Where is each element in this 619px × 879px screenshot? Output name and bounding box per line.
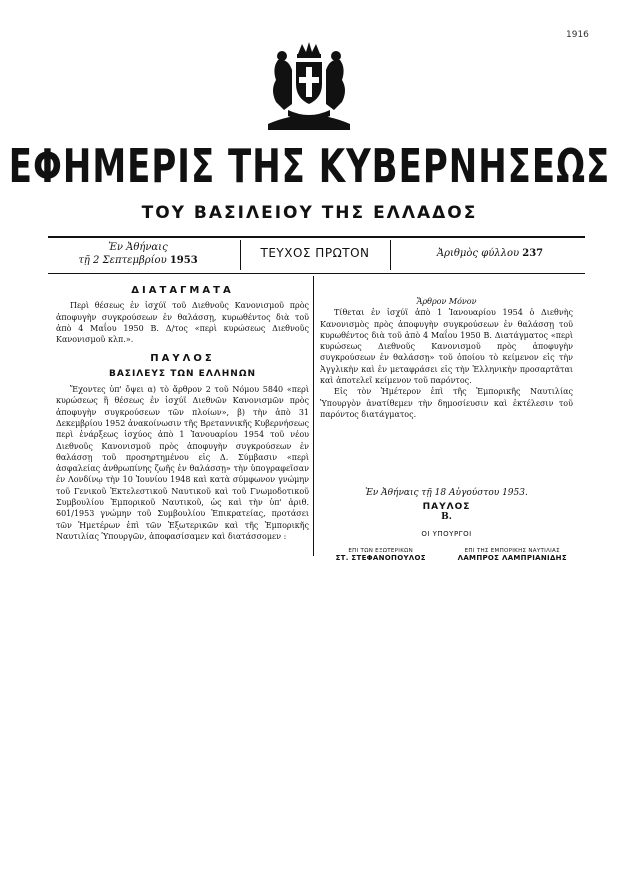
closing-text: Εἰς τὸν Ἡμέτερον ἐπὶ τῆς Ἐμπορικῆς Ναυτιλίας Ὑπουργὸν ἀνατίθεμεν τὴν δημοσίευσιν καὶ ἐκτέλεσιν τοῦ παρόντος διατάγματος. xyxy=(320,387,573,419)
ministers-label: ΟΙ ΥΠΟΥΡΓΟΙ xyxy=(421,530,472,538)
issue-place: Ἐν Ἀθήναις xyxy=(108,242,168,253)
right-column xyxy=(320,276,573,420)
minister-2-role: ΕΠΙ ΤΗΣ ΕΜΠΟΡΙΚΗΣ ΝΑΥΤΙΛΙΑΣ xyxy=(464,548,560,554)
column-divider xyxy=(313,276,314,556)
masthead-subtitle: ΤΟΥ ΒΑΣΙΛΕΙΟΥ ΤΗΣ ΕΛΛΑΔΟΣ xyxy=(141,203,478,223)
section-heading: ΔΙΑΤΑΓΜΑΤΑ xyxy=(131,285,234,296)
sheet-number: 237 xyxy=(522,248,544,259)
minister-1 xyxy=(320,548,441,562)
sheet-label: Ἀριθμὸς φύλλου xyxy=(436,248,520,259)
decree-body-left: Ἔχοντες ὑπ' ὄψει α) τὸ ἄρθρον 2 τοῦ Νόμου 5840 «περὶ κυρώσεως ἢ θέσεως ἐν ἰσχύϊ Διεθνῶν Κανονισμῶν πρὸς ἀποφυγὴν συγκρούσεων τῶν πλοίων», β) τὴν ἀπὸ 31 Δεκεμβρίου 1952 ἀνακοίνωσιν τῆς Βρεταννικῆς Κυβερνήσεως περὶ ἐνάρξεως ἰσχύος ἀπὸ 1 Ἰανουαρίου 1954 τοῦ νέου Διεθνοῦς Κανονισμοῦ πρὸς ἀποφυγὴν συγκρούσεων ἐν θαλάσσῃ τοῦ προσηρτημένου εἰς Δ. Σύμβασιν «περὶ ἀσφαλείας ἀνθρωπίνης ζωῆς ἐν θαλάσσῃ» τὴν ὑπογραφεῖσαν ἐν Λονδίνῳ τὴν 10 Ἰουνίου 1948 καὶ κατὰ σύμφωνον γνώμην τοῦ Γενικοῦ Ἐκτελεστικοῦ Ναυτικοῦ καὶ τοῦ Γνωμοδοτικοῦ Συμβουλίου Ἐμπορικοῦ Ναυτικοῦ, ὡς καὶ τὴν ὑπ' ἀριθ. 601/1953 γνώμην τοῦ Συμβουλίου Ἐπικρατείας, προτάσει τῶν Ἡμετέρων ἐπὶ τῶν Ἐξωτερικῶν καὶ τῆς Ἐμπορικῆς Ναυτιλίας Ὑπουργῶν, ἀποφασίσαμεν καὶ διατάσσομεν : xyxy=(56,385,309,541)
header-top-rule xyxy=(48,236,585,238)
header-bottom-rule xyxy=(48,273,585,274)
issue-date xyxy=(48,254,228,267)
minister-2 xyxy=(452,548,573,562)
issue-year: 1953 xyxy=(169,255,198,266)
article-heading: Ἄρθρον Μόνον xyxy=(416,297,477,306)
sheet-number-block xyxy=(395,248,585,259)
decree-title: Περὶ θέσεως ἐν ἰσχύϊ τοῦ Διεθνοῦς Κανονισμοῦ πρὸς ἀποφυγὴν συγκρούσεων ἐν θαλάσσῃ, κυρωθέντος διὰ τοῦ ἀπὸ 4 Μαΐου 1950 Β. Δ/τος «περὶ κυρώσεως Διεθνοῦς Κανονισμοῦ κλπ.». xyxy=(56,301,309,345)
signature-king: ΠΑΥΛΟΣ xyxy=(422,502,471,512)
article-text: Τίθεται ἐν ἰσχύϊ ἀπὸ 1 Ἰανουαρίου 1954 ὁ Διεθνὴς Κανονισμὸς πρὸς ἀποφυγὴν συγκρούσεων ἐν θαλάσσῃ τοῦ κυρωθέντος διὰ τοῦ ἀπὸ 4 Μαΐου 1950 Β. Διατάγματος «περὶ κυρώσεως Διεθνοῦς Κανονισμοῦ πρὸς ἀποφυγὴν συγκρούσεων ἐν θαλάσσῃ» τοῦ ὁποίου τὸ κείμενον εἰς τὴν Ἀγγλικὴν καὶ ἐν μεταφράσει εἰς τὴν Ἑλληνικὴν προσαρτᾶται καὶ ἀποτελεῖ κείμενον τοῦ παρόντος. xyxy=(320,308,573,386)
minister-1-name: ΣΤ. ΣΤΕΦΑΝΟΠΟΥΛΟΣ xyxy=(335,554,426,562)
masthead-title: ΕΦΗΜΕΡΙΣ ΤΗΣ ΚΥΒΕΡΝΗΣΕΩΣ xyxy=(8,140,611,194)
page-number: 1916 xyxy=(566,30,589,40)
king-title: ΒΑΣΙΛΕΥΣ ΤΩΝ ΕΛΛΗΝΩΝ xyxy=(108,368,256,379)
issue-date-block xyxy=(48,241,228,267)
issue-divider-right xyxy=(390,240,391,270)
left-column xyxy=(56,283,309,542)
ministers-row xyxy=(320,548,573,562)
issue-divider-left xyxy=(240,240,241,270)
minister-2-name: ΛΑΜΠΡΟΣ ΛΑΜΠΡΙΑΝΙΔΗΣ xyxy=(457,554,567,562)
minister-1-role: ΕΠΙ ΤΩΝ ΕΞΩΤΕΡΙΚΩΝ xyxy=(348,548,414,554)
coat-of-arms-emblem xyxy=(258,40,360,135)
signature-block xyxy=(320,488,573,562)
signature-initial: Β. xyxy=(441,512,452,522)
king-name: ΠΑΥΛΟΣ xyxy=(150,353,215,365)
signing-date: Ἐν Ἀθήναις τῇ 18 Αὐγούστου 1953. xyxy=(365,488,528,498)
issue-date-prefix: τῇ 2 Σεπτεμβρίου xyxy=(78,255,167,266)
issue-type: ΤΕΥΧΟΣ ΠΡΩΤΟΝ xyxy=(260,246,370,260)
